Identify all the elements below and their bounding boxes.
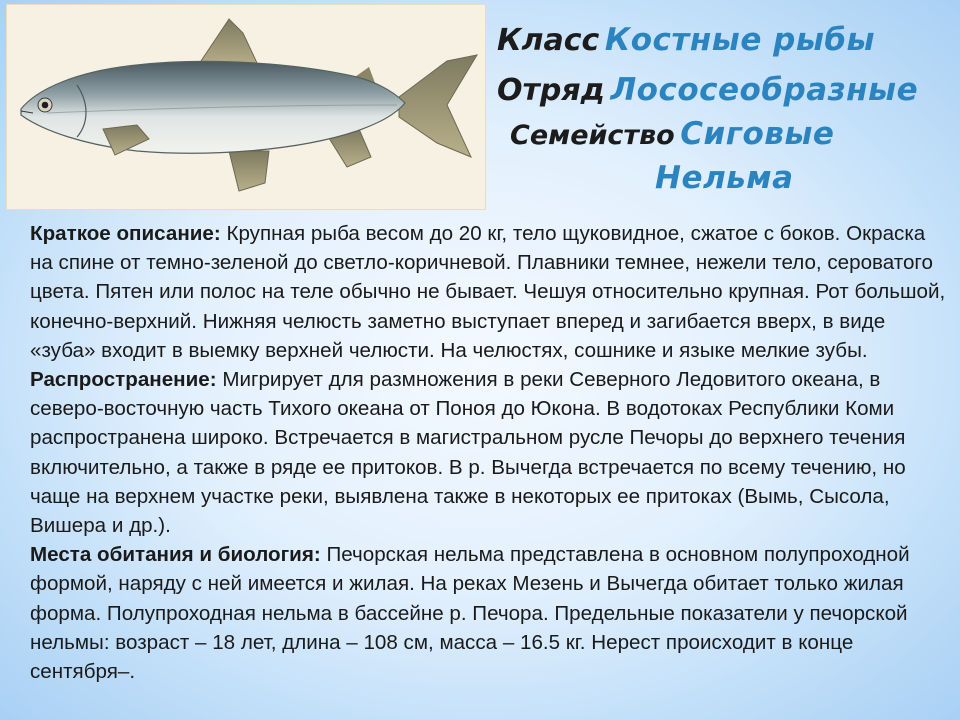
distribution-paragraph (30, 365, 950, 540)
habitat-text: Печорская нельма представлена в основном полупроходной формой, наряду с ней имеется и жилая. На реках Мезень и Вычегда обитает только жилая форма. Полупроходная нельма в бассейне р. Печора. Предельные показатели у печорской нельмы: возраст – 18 лет, длина – 108 см, масса – 16.5 кг. Нерест происходит в конце сентября–. (30, 543, 910, 684)
class-value: Костные рыбы (604, 22, 876, 58)
order-label: Отряд (497, 73, 605, 108)
species-name: Нельма (655, 160, 794, 196)
distribution-heading: Распространение: (30, 368, 217, 392)
brief-heading: Краткое описание: (30, 222, 221, 245)
distribution-text: Мигрирует для размножения в реки Северного Ледовитого океана, в северо-восточную часть Тихого океана от Поноя до Юкона. В водотоках Республики Коми распространена широко. Встречается в магистральном русле Печоры до верхнего течения включительно, а также в ряде ее притоков. В р. Вычегда встречается по всему течению, но чаще на верхнем участке реки, выявлена также в некоторых ее притоках (Вымь, Сысола, Вишера и др.). (30, 368, 906, 538)
brief-paragraph (30, 219, 950, 365)
family-line (510, 116, 834, 152)
brief-text: Крупная рыба весом до 20 кг, тело щуковидное, сжатое с боков. Окраска на спине от темно-зеленой до светло-коричневой. Плавники темнее, нежели тело, сероватого цвета. Пятен или полос на теле обычно не бывает. Чешуя относительно крупная. Рот большой, конечно-верхний. Нижняя челюсть заметно выступает вперед и загибается вверх, в виде «зуба» входит в выемку верхней челюсти. На челюстях, сошнике и языке мелкие зубы. (30, 222, 946, 362)
family-value: Сиговые (680, 116, 835, 152)
family-label: Семейство (510, 120, 675, 151)
taxonomy-block (0, 0, 960, 210)
species-line (655, 160, 794, 196)
order-line (497, 72, 918, 108)
order-value: Лососеобразные (610, 72, 919, 108)
description-block (30, 219, 950, 686)
habitat-heading: Места обитания и биология: (30, 543, 321, 567)
class-label: Класс (497, 23, 600, 58)
class-line (497, 22, 875, 58)
habitat-paragraph (30, 540, 950, 686)
